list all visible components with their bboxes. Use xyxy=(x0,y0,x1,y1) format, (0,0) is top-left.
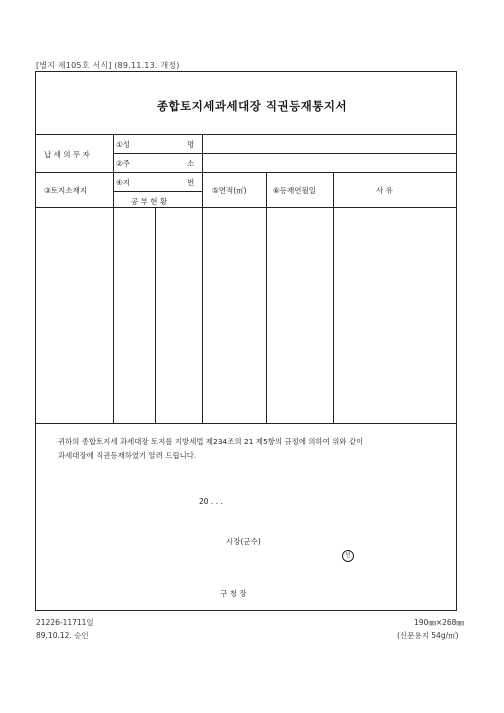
form-code: 21226-11711일 xyxy=(36,618,94,627)
taxpayer-label: 납 세 의 무 자 xyxy=(44,150,90,159)
area-label: ⑤면적(㎡) xyxy=(212,186,247,195)
name-label-num: ①성 xyxy=(116,140,130,149)
seal-mark: 인 xyxy=(342,550,354,562)
address-label-char: 소 xyxy=(187,159,195,168)
divider-title-bottom xyxy=(35,134,457,135)
divider-col-date xyxy=(333,172,334,423)
divider-lot-row xyxy=(113,191,202,192)
district-head-label: 구 청 장 xyxy=(220,589,247,598)
date-line: 20 . . . xyxy=(199,497,223,506)
public-register-label: 공 부 현 황 xyxy=(131,197,168,206)
mayor-label: 시장(군수) xyxy=(226,537,261,546)
divider-col-register xyxy=(155,207,156,423)
divider-address-row xyxy=(35,172,457,173)
address-label-num: ②주 xyxy=(116,159,130,168)
form-header: [별지 제105호 서식] (89.11.13. 개정) xyxy=(36,61,180,70)
notice-line-1: 귀하의 종합토지세 과세대장 토지를 지방세법 제234조의 21 제5항의 규정에 의하여 위와 같이 xyxy=(58,437,364,446)
name-label-char: 명 xyxy=(187,140,195,149)
paper-spec: (신문용지 54g/㎡) xyxy=(397,631,459,640)
divider-table-bottom xyxy=(35,423,457,424)
divider-name-row xyxy=(113,153,457,154)
divider-col-label xyxy=(113,134,114,423)
divider-header-bottom xyxy=(35,207,457,208)
page-title: 종합토지세과세대장 직권등재통지서 xyxy=(156,99,348,113)
land-location-label: ③토지소재지 xyxy=(44,186,87,195)
registration-date-label: ⑥등재연월일 xyxy=(273,186,316,195)
divider-col-area xyxy=(266,172,267,423)
divider-col-name-value xyxy=(202,134,203,423)
lot-label-num: ④지 xyxy=(116,178,130,187)
form-frame xyxy=(35,71,457,611)
reason-label: 사 유 xyxy=(376,186,393,195)
approval-date: 89.10.12. 승인 xyxy=(36,631,89,640)
notice-line-2: 과세대장에 직권등재하였기 알려 드립니다. xyxy=(58,451,197,460)
paper-size: 190㎜×268㎜ xyxy=(414,618,464,627)
lot-label-char: 번 xyxy=(187,178,195,187)
